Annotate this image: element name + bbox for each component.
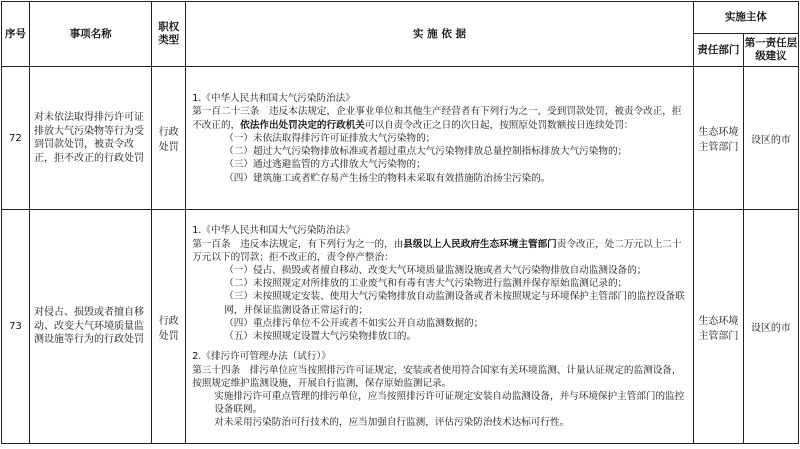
basis-law: 1.《中华人民共和国大气污染防治法》 xyxy=(192,225,355,237)
row-basis xyxy=(186,210,694,444)
row-name: 对侵占、损毁或者擅自移动、改变大气环境质量监测设施等行为的行政处罚 xyxy=(30,210,152,444)
basis-paragraph: 实施排污许可重点管理的排污单位，应当按照排污许可证规定安装自动监测设备，并与环境保护主管部门的监控设备联网。 xyxy=(214,390,685,416)
row-basis xyxy=(186,67,694,210)
basis-item: （二）未按照规定对所排放的工业废气和有毒有害大气污染物进行监测并保存原始监测记录的； xyxy=(224,278,628,290)
basis-item: （三）通过逃避监管的方式排放大气污染物的； xyxy=(224,159,426,171)
basis-item: （四）重点排污单位不公开或者不如实公开自动监测数据的； xyxy=(224,317,484,329)
row-dept: 生态环境主管部门 xyxy=(693,210,743,444)
row-name: 对未依法取得排污许可证排放大气污染物等行为受到罚款处罚，被责令改正，拒不改正的行政处罚 xyxy=(30,67,152,210)
row-layer: 设区的市 xyxy=(743,67,798,210)
table-row xyxy=(2,210,799,444)
header-type: 职权 类型 xyxy=(152,2,186,67)
enforcement-table xyxy=(1,1,799,444)
row-no: 72 xyxy=(2,67,30,210)
basis-item: （二）超过大气污染物排放标准或者超过重点大气污染物排放总量控制指标排放大气污染物的； xyxy=(224,146,628,158)
header-row xyxy=(2,2,799,34)
header-subject: 实施主体 xyxy=(693,2,798,34)
row-type: 行政处罚 xyxy=(152,210,186,444)
basis-item: （四）建筑施工或者贮存易产生扬尘的物料未采取有效措施防治扬尘污染的。 xyxy=(224,172,551,184)
basis-article: 第一百二十三条 违反本法规定，企业事业单位和其他生产经营者有下列行为之一，受到罚款处罚，被责令改正，拒不改正的，依法作出处罚决定的行政机关可以自责令改正之日的次日起，按照原处罚数额按日连续处罚： xyxy=(192,106,682,131)
row-type: 行政处罚 xyxy=(152,67,186,210)
header-no: 序号 xyxy=(2,2,30,67)
basis-article: 第三十四条 排污单位应当按照排污许可证规定，安装或者使用符合国家有关环境监测、计量认证规定的监测设备，按照规定维护监测设施，开展自行监测，保存原始监测记录。 xyxy=(192,364,682,389)
table-row xyxy=(2,67,799,210)
header-layer: 第一责任层级建议 xyxy=(743,34,798,67)
row-dept: 生态环境主管部门 xyxy=(693,67,743,210)
header-basis: 实 施 依 据 xyxy=(186,2,694,67)
basis-law: 1.《中华人民共和国大气污染防治法》 xyxy=(192,93,355,105)
basis-article: 第一百条 违反本法规定，有下列行为之一的，由县级以上人民政府生态环境主管部门责令改正，处二万元以上二十万元以下的罚款；拒不改正的，责令停产整治： xyxy=(192,238,682,263)
basis-paragraph: 对未采用污染防治可行技术的，应当加强自行监测，评估污染防治技术达标可行性。 xyxy=(214,417,570,429)
basis-item: （一）未依法取得排污许可证排放大气污染物的； xyxy=(224,132,436,144)
basis-item: （一）侵占、损毁或者擅自移动、改变大气环境质量监测设施或者大气污染物排放自动监测设备的； xyxy=(224,265,647,277)
row-layer: 设区的市 xyxy=(743,210,798,444)
basis-law: 2.《排污许可管理办法（试行）》 xyxy=(192,351,331,363)
header-name: 事项名称 xyxy=(30,2,152,67)
row-no: 73 xyxy=(2,210,30,444)
header-dept: 责任部门 xyxy=(693,34,743,67)
basis-item: （五）未按照规定设置大气污染物排放口的。 xyxy=(224,331,417,343)
basis-item: （三）未按照规定安装、使用大气污染物排放自动监测设备或者未按照规定与环境保护主管部门的监控设备联网，并保证监测设备正常运行的； xyxy=(224,291,685,316)
